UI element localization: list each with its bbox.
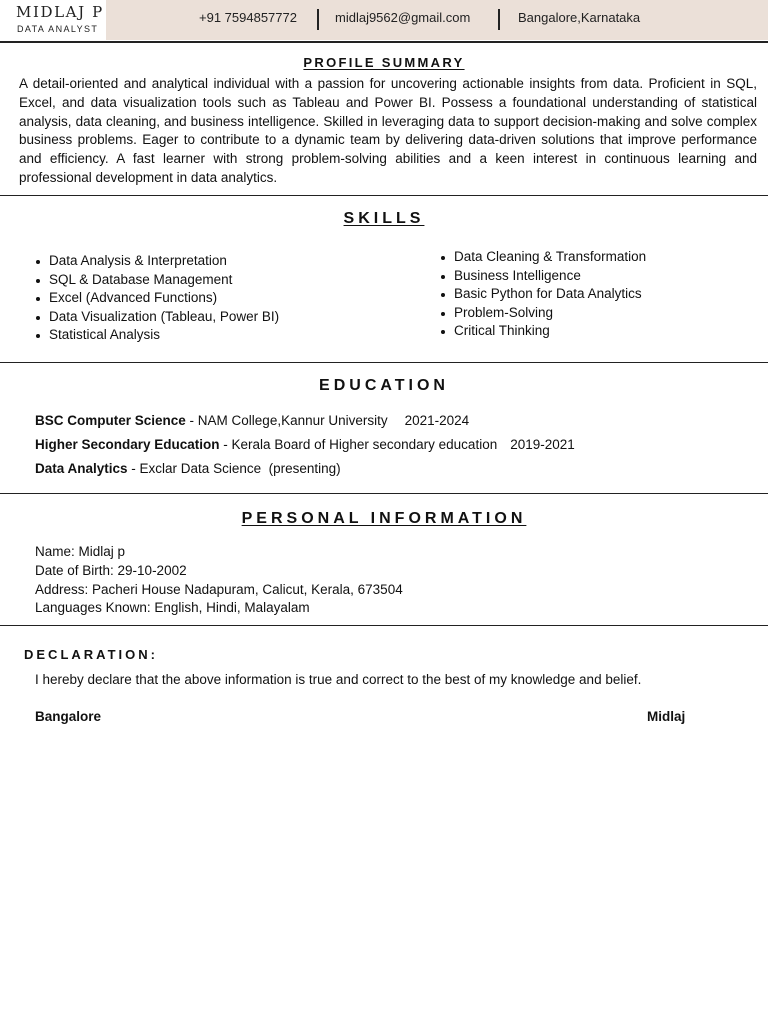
personal-info-heading: PERSONAL INFORMATION [241, 510, 527, 527]
education-entry [35, 413, 469, 428]
profile-summary-heading: PROFILE SUMMARY [303, 55, 465, 70]
list-item: Problem-Solving [454, 304, 646, 323]
candidate-name: MIDLAJ P [16, 3, 104, 21]
list-item: Data Analysis & Interpretation [49, 252, 279, 271]
list-item: Data Cleaning & Transformation [454, 248, 646, 267]
skills-list-right [440, 248, 646, 341]
divider [0, 195, 768, 196]
education-institution: - Kerala Board of Higher secondary education [219, 437, 498, 452]
list-item: Business Intelligence [454, 267, 646, 286]
profile-summary-text: A detail-oriented and analytical individual with a passion for uncovering actionable insights from data. Proficient in SQL, Excel, and data visualization tools such as Tableau and Power BI. Possess a foundational understanding of statistical analysis, data cleaning, and business intelligence. Skilled in leveraging data to support decision-making and solve complex business problems. Eager to contribute to a dynamic team by delivering data-driven solutions that improve performance and efficiency. A fast learner with strong problem-solving abilities and a keen interest in continuous learning and professional development in data analytics. [19, 76, 757, 185]
name-box [0, 0, 106, 40]
skills-heading: SKILLS [343, 210, 425, 227]
list-item: Critical Thinking [454, 322, 646, 341]
education-institution: - NAM College,Kannur University [185, 413, 388, 428]
header-divider [317, 9, 319, 30]
education-degree: BSC Computer Science [35, 413, 186, 428]
email-address: midlaj9562@gmail.com [335, 10, 471, 25]
education-entry [35, 461, 341, 476]
declaration-heading: DECLARATION: [24, 647, 158, 662]
divider [0, 493, 768, 494]
education-institution: - Exclar Data Science (presenting) [127, 461, 341, 476]
personal-dob: Date of Birth: 29-10-2002 [35, 563, 187, 578]
personal-name: Name: Midlaj p [35, 544, 126, 559]
candidate-role: DATA ANALYST [17, 24, 99, 34]
divider [0, 362, 768, 363]
education-degree: Higher Secondary Education [35, 437, 220, 452]
list-item: Excel (Advanced Functions) [49, 289, 279, 308]
divider [0, 625, 768, 626]
phone-number: +91 7594857772 [199, 10, 297, 25]
education-years: 2021-2024 [404, 413, 470, 428]
declaration-place: Bangalore [35, 709, 102, 724]
declaration-signature: Midlaj [647, 709, 686, 724]
list-item: Statistical Analysis [49, 326, 279, 345]
education-heading: EDUCATION [319, 377, 449, 394]
list-item: SQL & Database Management [49, 271, 279, 290]
divider [0, 41, 768, 43]
personal-languages: Languages Known: English, Hindi, Malayalam [35, 600, 310, 615]
list-item: Basic Python for Data Analytics [454, 285, 646, 304]
skills-list-left [35, 252, 279, 345]
list-item: Data Visualization (Tableau, Power BI) [49, 308, 279, 327]
education-entry [35, 437, 575, 452]
education-degree: Data Analytics [35, 461, 128, 476]
education-years: 2019-2021 [510, 437, 575, 452]
location: Bangalore,Karnataka [518, 10, 641, 25]
header-divider [498, 9, 500, 30]
declaration-text: I hereby declare that the above information is true and correct to the best of my knowledge and belief. [35, 672, 642, 687]
personal-address: Address: Pacheri House Nadapuram, Calicut, Kerala, 673504 [35, 582, 403, 597]
